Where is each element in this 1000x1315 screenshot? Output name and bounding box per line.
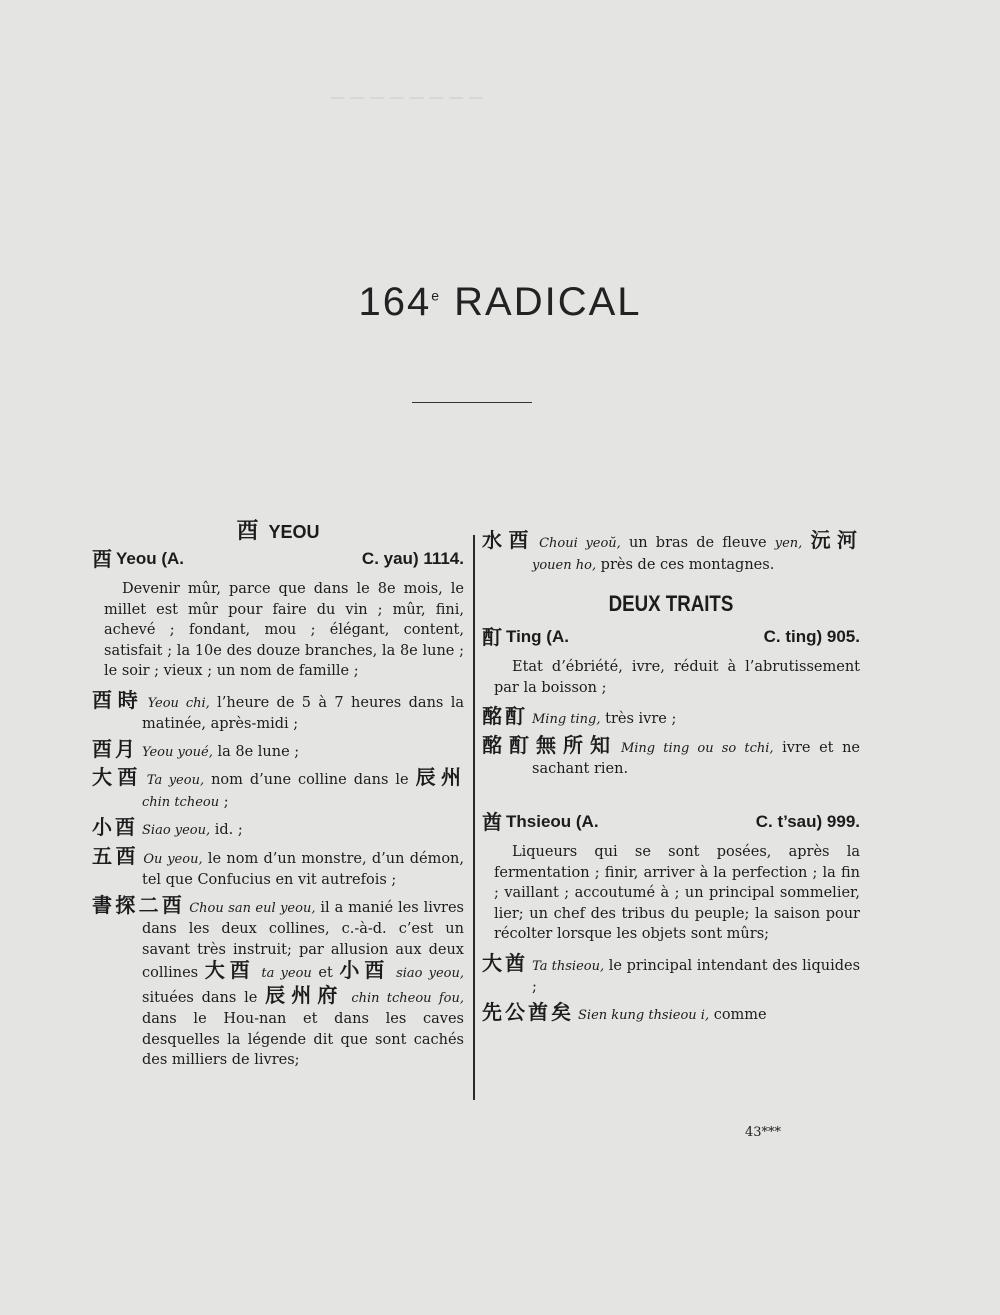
sub-entry: 酩酊 Ming ting, très ivre ; [482,704,677,728]
sub-entry: 五酉 Ou yeou, le nom d’un monstre, d’un démon, tel que Confucius en vit autrefois ; [92,843,465,888]
right-column [482,528,860,1030]
entry-heading-ting: 酊 Ting (A. C. ting) 905. [482,624,860,649]
radical-heading: 酉 YEOU [236,519,320,544]
definition-ting: Etat d’ébriété, ivre, réduit à l’abrutissement par la boisson ; [494,659,860,696]
sub-entry: 酉月 Yeou youé, la 8e lune ; [92,736,300,761]
definition-yeou: Devenir mûr, parce que dans le 8e mois, le millet est mûr pour faire du vin ; mûr, fini, achevé ; fondant, mou ; élégant, content, satisfait ; la 10e des douze branches, la 8e lune ; le soir ; vieux ; un nom de famille ; [104,581,464,679]
sub-entry: 大酉 Ta yeou, nom d’une colline dans le 辰州 chin tcheou ; [92,765,465,810]
section-heading: DEUX TRAITS [608,591,734,616]
sub-entry: 大酋 Ta thsieou, le principal intendant des liquides ; [482,950,861,995]
spacer [482,784,860,810]
bleed-through-text: — — — — — — — — [330,88,484,106]
sub-entry: 酩酊無所知 Ming ting ou so tchi, ivre et ne sachant rien. [482,732,861,777]
page-number: 43*** [745,1125,782,1140]
column-divider [473,535,475,1100]
sub-entry: 小酉 Siao yeou, id. ; [92,815,243,839]
entry-heading-thsieou: 酋 Thsieou (A. C. t’sau) 999. [482,809,860,834]
entry-heading-yeou: 酉 Yeou (A. C. yau) 1114. [92,546,464,571]
left-column [92,519,465,1075]
sub-entry-long: 書探二酉 Chou san eul yeou, il a manié les livres dans les deux collines, c.-à-d. c’est un savant très instruit; par allusion aux deux collines 大酉 ta yeou et 小酉 siao yeou, situées dans le 辰州府 chin tcheou fou, dans le Hou-nan et dans les caves desquelles la légende dit que sont cachés des milliers de livres; [92,892,465,1068]
page-title: 164e RADICAL [358,280,642,324]
definition-thsieou: Liqueurs qui se sont posées, après la fermentation ; finir, arriver à la perfection ; la fin ; vaillant ; accoutumé à ; un principal sommelier, lier; un chef des tribus du peuple; la saison pour récolter lorsque les objets sont mûrs; [494,844,860,942]
title-rule [412,402,532,403]
sub-entry: 先公酋矣 Sien kung thsieou i, comme [482,999,767,1024]
sub-entry: 酉時 Yeou chi, l’heure de 5 à 7 heures dans la matinée, après-midi ; [92,687,465,732]
sub-entry: 水酉 Choui yeoŭ, un bras de fleuve yen, 沅河 youen ho, près de ces montagnes. [482,528,861,573]
